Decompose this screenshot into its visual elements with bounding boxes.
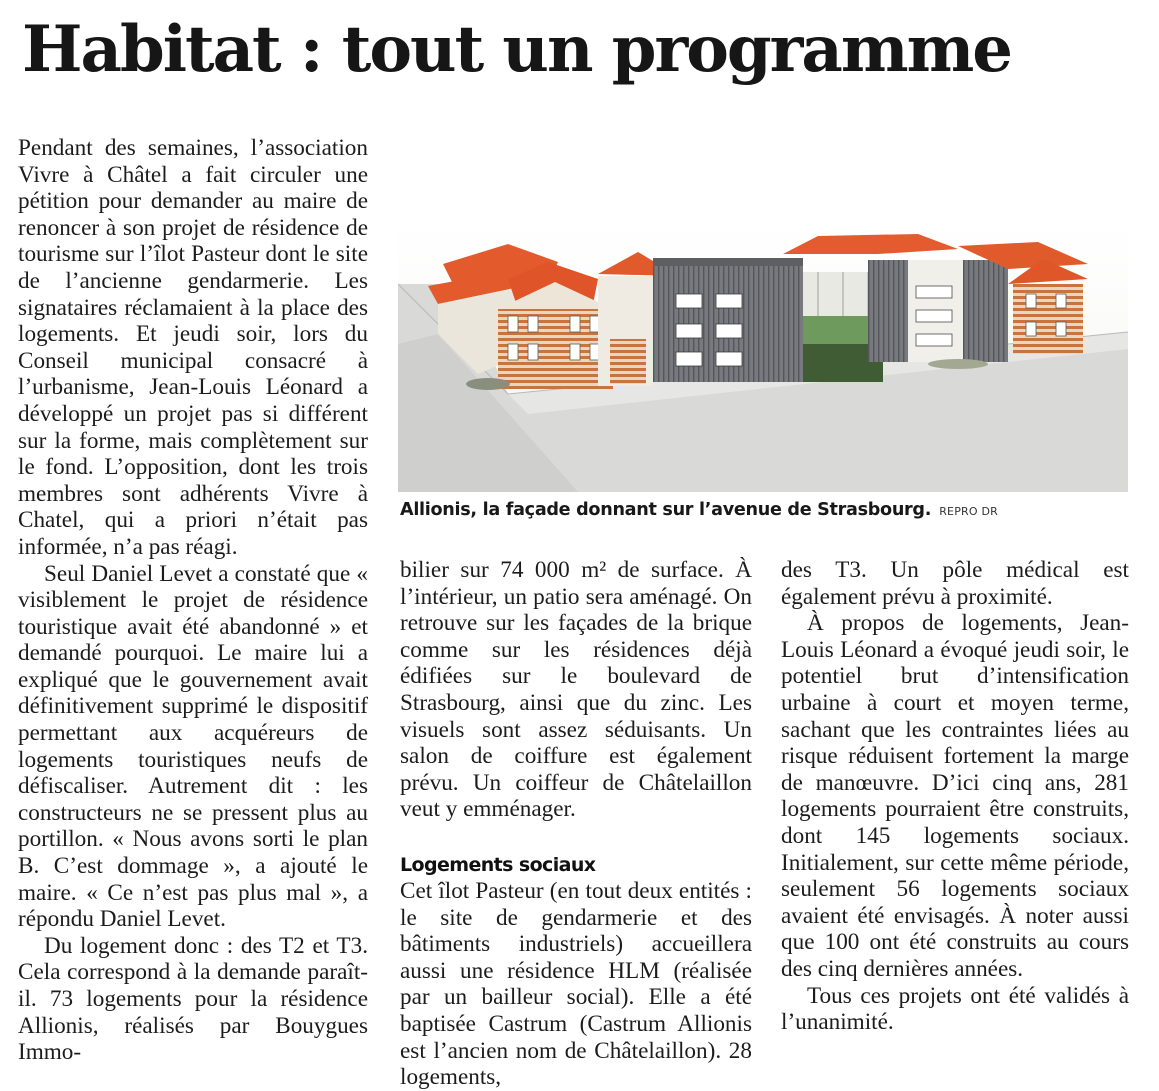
article-column-2 (400, 557, 752, 1091)
caption-text: Allionis, la façade donnant sur l’avenue de Strasbourg. (400, 500, 932, 520)
paragraph: Seul Daniel Levet a constaté que « visiblement le projet de résidence touristique avait été abandonné » et demandé pourquoi. Le maire lui a expliqué que le gouvernement avait définitivement supprimé le dispositif permettant aux acquéreurs de logements touristiques neufs de défiscaliser. Autrement dit : les constructeurs ne se pressent plus au portillon. « Nous avons sorti le plan B. C’est dommage », a ajouté le maire. « Ce n’est pas plus mal », a répondu Daniel Levet. (18, 560, 368, 933)
paragraph: des T3. Un pôle médical est également prévu à proximité. (781, 557, 1129, 610)
paragraph: Cet îlot Pasteur (en tout deux entités : le site de gendarmerie et des bâtiments industriels) accueillera aussi une résidence HLM (réalisée par un bailleur social). Elle a été baptisée Castrum (Castrum Allionis est l’ancien nom de Châtelaillon). 28 logements, (400, 877, 752, 1091)
article-headline: Habitat : tout un programme (22, 12, 1011, 87)
photo-credit: REPRO DR (939, 505, 998, 518)
paragraph: Du logement donc : des T2 et T3. Cela correspond à la demande paraît-il. 73 logements pour la résidence Allionis, réalisés par Bouygues Immo- (18, 932, 368, 1066)
building-rendering-photo (398, 224, 1128, 492)
paragraph: Tous ces projets ont été validés à l’unanimité. (781, 982, 1129, 1036)
photo-caption (400, 500, 998, 520)
paragraph: Pendant des semaines, l’association Vivre à Châtel a fait circuler une pétition pour demander au maire de renoncer à son projet de résidence de tourisme sur l’îlot Pasteur dont le site de l’ancienne gendarmerie. Les signataires réclamaient à la place des logements. Et jeudi soir, lors du Conseil municipal consacré à l’urbanisme, Jean-Louis Léonard a développé un projet pas si différent sur la forme, mais complètement sur le fond. L’opposition, dont les trois membres sont adhérents Vivre à Chatel, qui a priori n’était pas informée, n’a pas réagi. (18, 135, 368, 560)
section-subheading: Logements sociaux (400, 853, 596, 876)
article-column-1 (18, 135, 368, 1066)
article-column-3 (781, 557, 1129, 1036)
paragraph: À propos de logements, Jean-Louis Léonard a évoqué jeudi soir, le potentiel brut d’intensification urbaine à court et moyen terme, sachant que les contraintes liées au risque réduisent fortement la marge de manœuvre. D’ici cinq ans, 281 logements pourraient être construits, dont 145 logements sociaux. Initialement, sur cette même période, seulement 56 logements sociaux avaient été envisagés. À noter aussi que 100 ont été construits au cours des cinq dernières années. (781, 610, 1129, 982)
paragraph: bilier sur 74 000 m² de surface. À l’intérieur, un patio sera aménagé. On retrouve sur les façades de la brique comme sur les résidences déjà édifiées sur le boulevard de Strasbourg, ainsi que du zinc. Les visuels sont assez séduisants. Un salon de coiffure est également prévu. Un coiffeur de Châtelaillon veut y emménager. (400, 557, 752, 823)
